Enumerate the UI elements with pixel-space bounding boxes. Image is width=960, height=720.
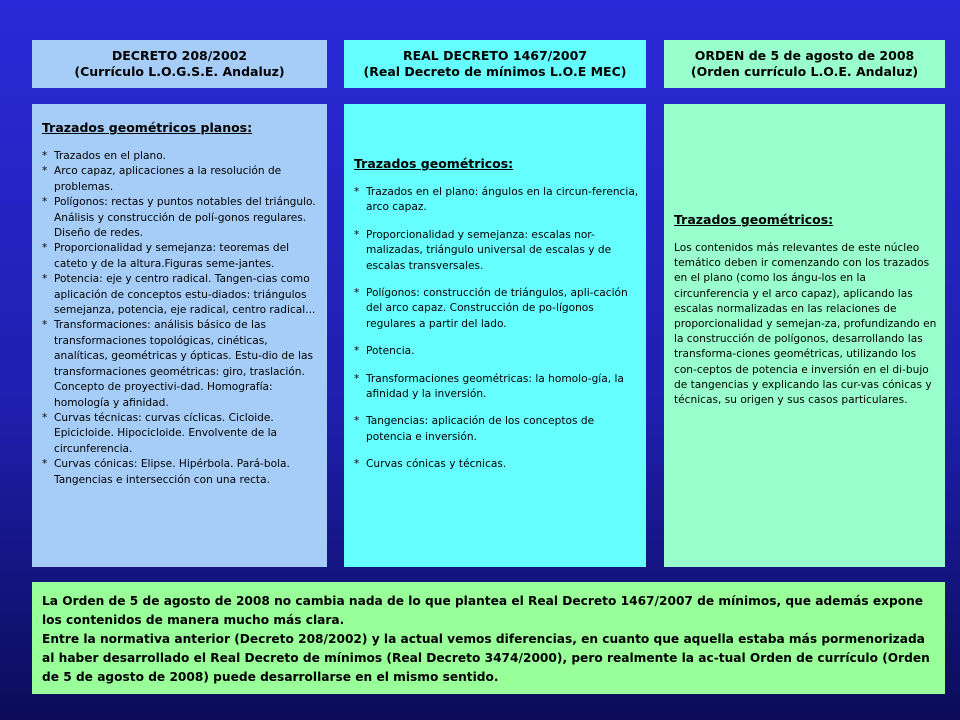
header-subtitle: (Real Decreto de mínimos L.O.E MEC) [363,64,627,79]
section-title: Trazados geométricos: [354,156,514,171]
header-subtitle: (Currículo L.O.G.S.E. Andaluz) [74,64,285,79]
content-list [42,149,321,488]
content-box-real-decreto-1467 [344,104,646,567]
header-title: ORDEN de 5 de agosto de 2008 [694,48,915,63]
header-real-decreto-1467-2007 [344,40,646,88]
conclusion-paragraph-1: La Orden de 5 de agosto de 2008 no cambia nada de lo que plantea el Real Decreto 1467/2007 de mínimos, que además expone los contenidos de manera mucho más clara. [42,594,924,627]
list-item: * Proporcionalidad y semejanza: escalas nor-malizadas, triángulo universal de escalas y de escalas transversales. [354,228,640,274]
list-item: * Potencia: eje y centro radical. Tangen-cias como aplicación de conceptos estu-diados: triángulos semejanza, potencia, eje radical, centro radical... [42,272,321,318]
list-item: * Arco capaz, aplicaciones a la resolución de problemas. [42,164,321,195]
list-item: * Transformaciones: análisis básico de las transformaciones topológicas, cinéticas, analíticas, geométricas y ópticas. Estu-dio de las transformaciones geométricas: giro, traslación. Concepto de proyectivi-dad. Homografía: homología y afinidad. [42,318,321,410]
content-paragraph: Los contenidos más relevantes de este núcleo temático deben ir comenzando con los trazados en el plano (como los ángu-los en la circunferencia y el arco capaz), aplicando las escalas normalizadas en las relaciones de proporcionalidad y semejan-za, profundizando en la construcción de polígonos, desarrollando las transforma-ciones geométricas, utilizando los con-ceptos de potencia e inversión en el di-bujo de tangencias y explicando las cur-vas cónicas y técnicas, su origen y sus casos particulares. [674,242,937,407]
list-item: * Curvas técnicas: curvas cíclicas. Cicloide. Epicicloide. Hipocicloide. Envolvente de la circunferencia. [42,411,321,457]
header-title: DECRETO 208/2002 [111,48,248,63]
list-item: * Transformaciones geométricas: la homolo-gía, la afinidad y la inversión. [354,372,640,403]
content-list [354,185,640,473]
content-box-orden-2008 [664,104,945,567]
list-item: * Proporcionalidad y semejanza: teoremas del cateto y de la altura.Figuras seme-jantes. [42,241,321,272]
section-title: Trazados geométricos planos: [42,120,253,135]
header-orden-5-agosto-2008 [664,40,945,88]
list-item: * Trazados en el plano. [42,149,321,164]
conclusion-box [32,582,945,694]
header-decreto-208-2002 [32,40,327,88]
list-item: * Potencia. [354,344,640,359]
header-title: REAL DECRETO 1467/2007 [402,48,588,63]
list-item: * Curvas cónicas: Elipse. Hipérbola. Pará-bola. Tangencias e intersección con una recta. [42,457,321,488]
header-subtitle: (Orden currículo L.O.E. Andaluz) [690,64,919,79]
conclusion-paragraph-2: Entre la normativa anterior (Decreto 208/2002) y la actual vemos diferencias, en cuanto que aquella estaba más pormenorizada al haber desarrollado el Real Decreto de mínimos (Real Decreto 3474/2000), pero realmente la ac-tual Orden de currículo (Orden de 5 de agosto de 2008) puede desarrollarse en el mismo sentido. [42,632,930,684]
list-item: * Curvas cónicas y técnicas. [354,457,640,472]
list-item: * Tangencias: aplicación de los conceptos de potencia e inversión. [354,414,640,445]
list-item: * Polígonos: construcción de triángulos, apli-cación del arco capaz. Construcción de po-lígonos regulares a partir del lado. [354,286,640,332]
list-item: * Polígonos: rectas y puntos notables del triángulo. Análisis y construcción de polí-gonos regulares. Diseño de redes. [42,195,321,241]
list-item: * Trazados en el plano: ángulos en la circun-ferencia, arco capaz. [354,185,640,216]
section-title: Trazados geométricos: [674,212,834,227]
content-box-decreto-208 [32,104,327,567]
